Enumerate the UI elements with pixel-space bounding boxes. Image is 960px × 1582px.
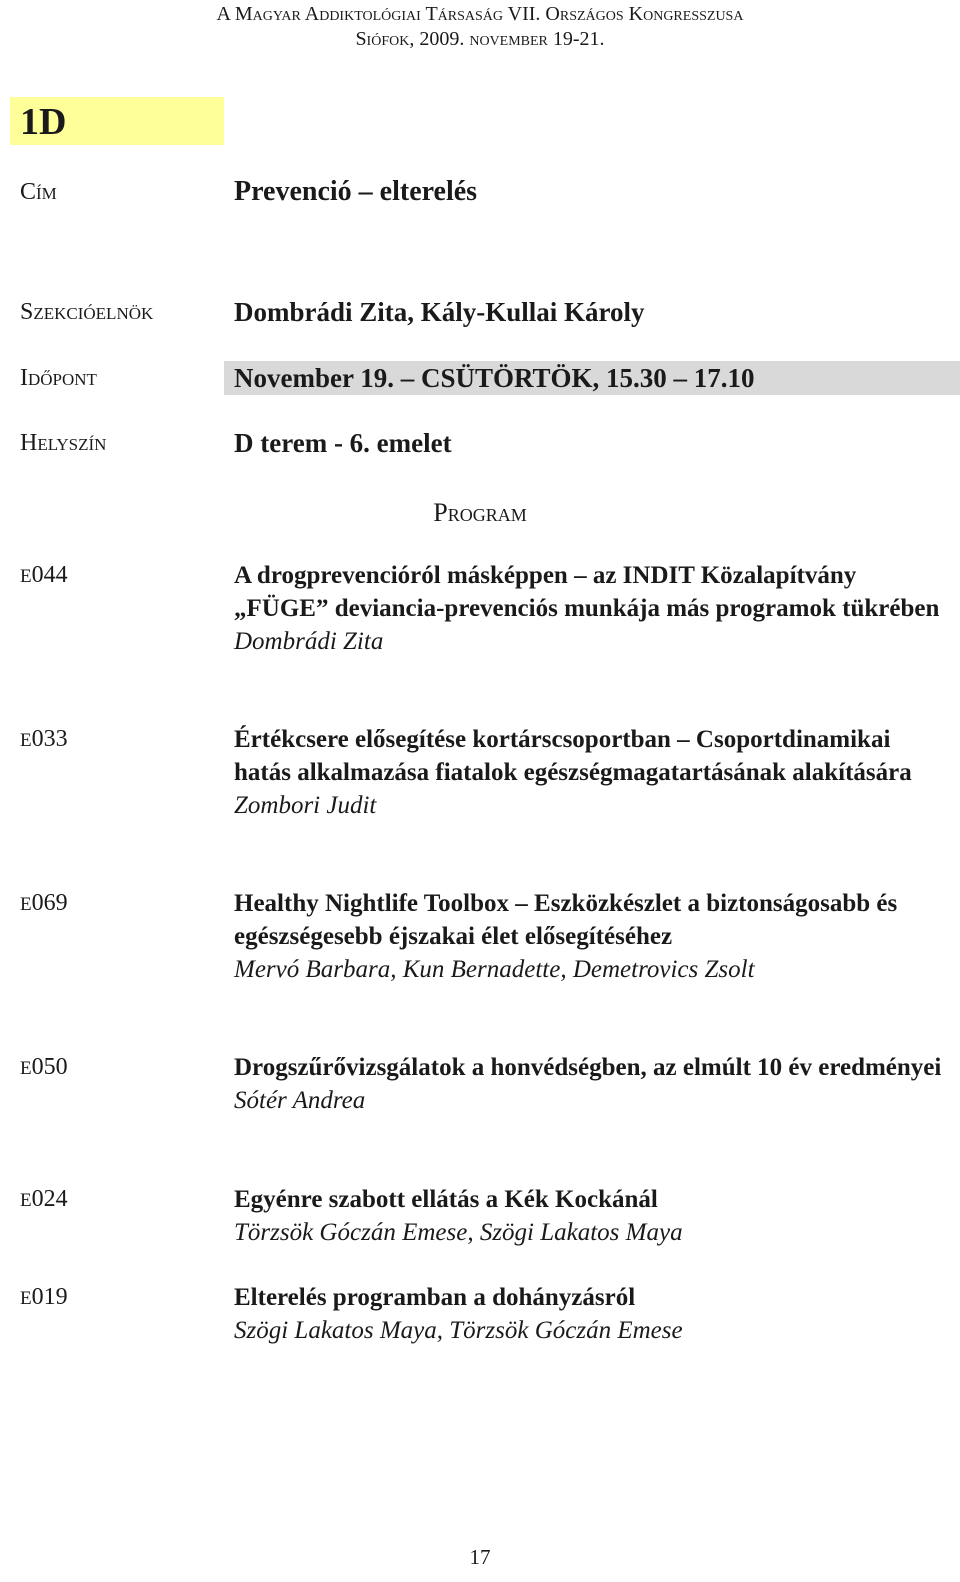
abstract-code: E024 <box>20 1186 68 1212</box>
session-time: November 19. – CSÜTÖRTÖK, 15.30 – 17.10 <box>234 363 755 393</box>
abstract-code: E044 <box>20 562 68 588</box>
session-place: D terem - 6. emelet <box>234 428 452 458</box>
talk-title: Egyénre szabott ellátás a Kék Kockánál <box>234 1186 658 1213</box>
talk-title: Értékcsere elősegítése kortárscsoportban – Csoportdinamikai hatás alkalmazása fiatalok egészségmagatartásának alakítására <box>234 726 912 786</box>
talk-title: Drogszűrővizsgálatok a honvédségben, az elmúlt 10 év eredményei <box>234 1054 942 1081</box>
title-label: Cím <box>20 179 57 205</box>
running-header-title: A Magyar Addiktológiai Társaság VII. Országos Kongresszusa <box>216 3 744 25</box>
abstract-code: E069 <box>20 890 68 916</box>
talk-authors: Mervó Barbara, Kun Bernadette, Demetrovics Zsolt <box>234 956 755 983</box>
talk-authors: Sótér Andrea <box>234 1087 366 1114</box>
time-label: Időpont <box>20 365 97 391</box>
talk-title: A drogprevencióról másképpen – az INDIT Közalapítvány „FÜGE” deviancia-prevenciós munkája más programok tükrében <box>234 562 940 622</box>
session-chairs: Dombrádi Zita, Kály-Kullai Károly <box>234 297 645 327</box>
session-title: Prevenció – elterelés <box>234 176 478 207</box>
program-entry <box>234 723 950 822</box>
page-number: 17 <box>469 1545 491 1569</box>
program-heading: Program <box>433 498 527 527</box>
abstract-code: E019 <box>20 1284 68 1310</box>
running-header-place-date: Siófok, 2009. november 19-21. <box>355 28 605 50</box>
program-entry <box>234 1281 950 1347</box>
talk-authors: Dombrádi Zita <box>234 628 384 655</box>
talk-authors: Törzsök Góczán Emese, Szögi Lakatos Maya <box>234 1219 683 1246</box>
program-entry <box>234 1051 950 1117</box>
program-entry <box>234 887 950 986</box>
abstract-code: E050 <box>20 1054 68 1080</box>
talk-authors: Zombori Judit <box>234 792 377 819</box>
talk-authors: Szögi Lakatos Maya, Törzsök Góczán Emese <box>234 1317 683 1344</box>
place-label: Helyszín <box>20 430 107 456</box>
chairs-label: Szekcióelnök <box>20 299 154 325</box>
talk-title: Healthy Nightlife Toolbox – Eszközkészlet a biztonságosabb és egészségesebb éjszakai élet elősegítéséhez <box>234 890 898 950</box>
talk-title: Elterelés programban a dohányzásról <box>234 1284 636 1311</box>
program-entry <box>234 1183 950 1249</box>
session-code: 1D <box>20 101 67 143</box>
program-entry <box>234 559 950 658</box>
abstract-code: E033 <box>20 726 68 752</box>
